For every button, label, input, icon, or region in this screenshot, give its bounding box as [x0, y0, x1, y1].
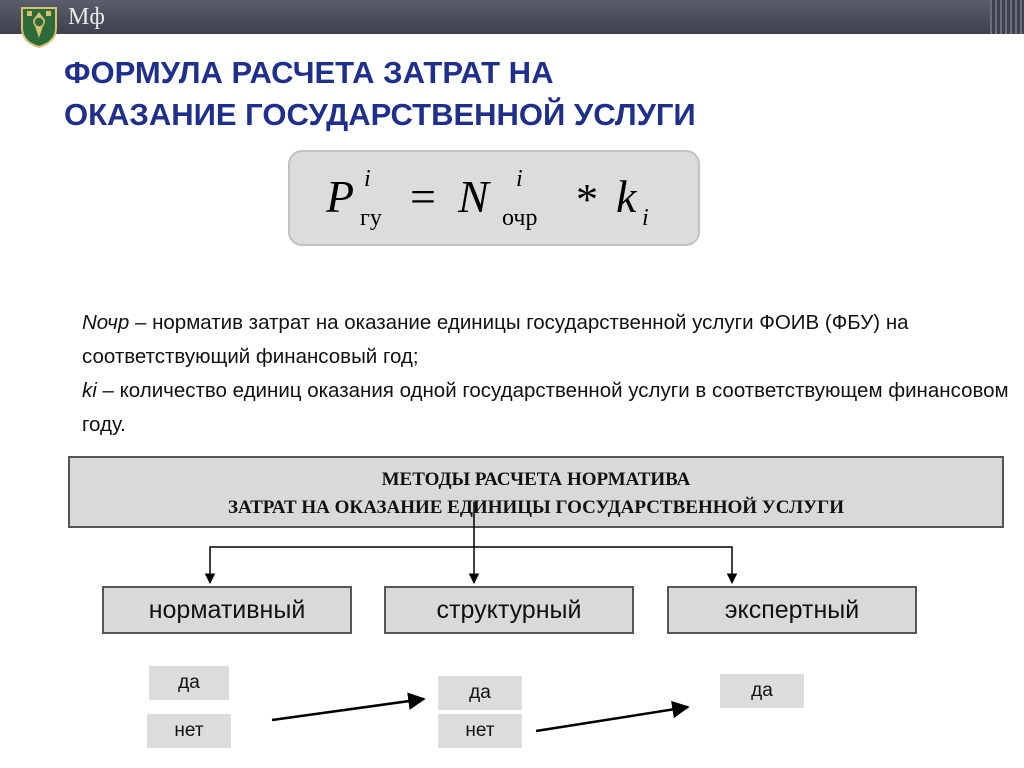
arrow-normative-to-structural [272, 699, 424, 720]
connector-to-normative [210, 547, 474, 583]
expert-yes: да [720, 674, 804, 708]
method-expert: экспертный [667, 586, 917, 634]
top-bar [0, 0, 1024, 34]
brand-text: Мф [68, 4, 105, 30]
methods-header-box [68, 456, 1004, 528]
definition-text: – норматив затрат на оказание единицы государственной услуги ФОИВ (ФБУ) на соответствующий финансовый год; [82, 311, 909, 368]
definition-text: – количество единиц оказания одной государственной услуги в соответствующем финансовом году. [82, 379, 1009, 436]
title-line-2: ОКАЗАНИЕ ГОСУДАРСТВЕННОЙ УСЛУГИ [64, 97, 696, 132]
title-line-1: ФОРМУЛА РАСЧЕТА ЗАТРАТ НА [64, 55, 554, 90]
formula-lhs: P [326, 171, 355, 222]
arrow-structural-to-expert [536, 707, 688, 731]
definition-item [82, 306, 1012, 374]
formula-lhs-sub: гу [360, 205, 382, 231]
formula-k: k [616, 171, 637, 222]
page-title [64, 52, 696, 136]
formula-rhs: N [458, 171, 489, 222]
formula-k-sub: i [642, 205, 649, 231]
definition-term: Nочр [82, 311, 130, 334]
top-bar-stripes [990, 0, 1024, 34]
method-structural: структурный [384, 586, 634, 634]
formula-rhs-sup: i [516, 166, 523, 192]
formula-lhs-sup: i [364, 166, 371, 192]
definition-item [82, 374, 1012, 442]
connector-to-expert [474, 547, 732, 583]
formula-rhs-sub: очр [502, 205, 538, 231]
definition-term: ki [82, 379, 97, 402]
methods-header-line-2: ЗАТРАТ НА ОКАЗАНИЕ ЕДИНИЦЫ ГОСУДАРСТВЕННОЙ УСЛУГИ [228, 497, 844, 518]
ministry-emblem-icon [18, 2, 60, 48]
structural-no: нет [438, 714, 522, 748]
formula-box [288, 150, 700, 246]
structural-yes: да [438, 676, 522, 710]
normative-yes: да [149, 666, 229, 700]
definitions [82, 306, 1012, 442]
normative-no: нет [147, 714, 231, 748]
method-normative: нормативный [102, 586, 352, 634]
formula-equals: = [410, 171, 436, 222]
cost-formula [290, 152, 702, 248]
methods-header-line-1: МЕТОДЫ РАСЧЕТА НОРМАТИВА [381, 469, 691, 490]
formula-times: * [576, 175, 598, 224]
